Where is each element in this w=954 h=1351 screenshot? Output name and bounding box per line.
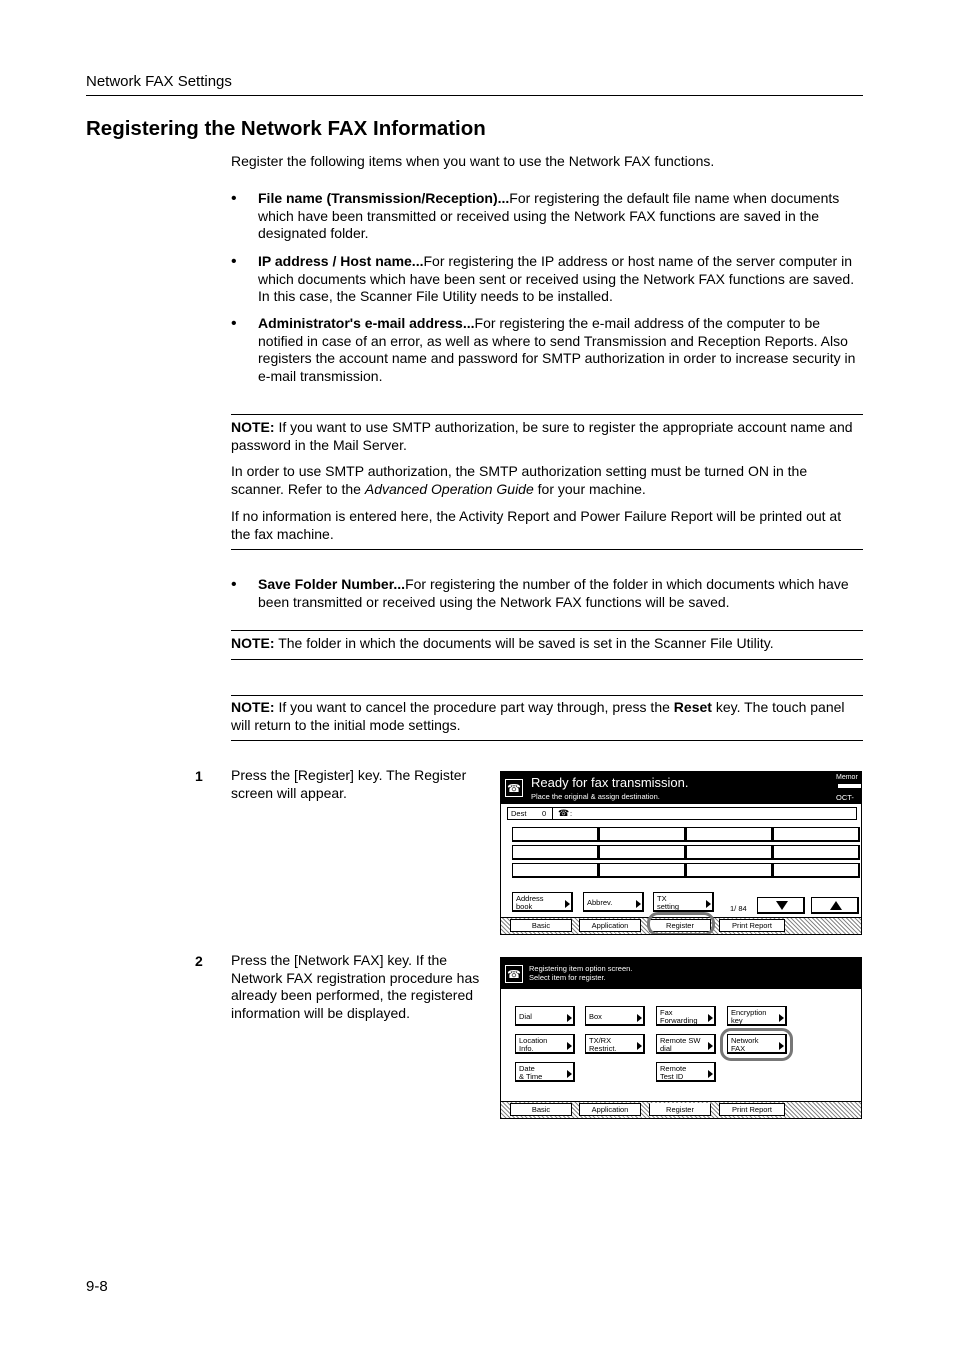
key-label: key <box>731 1016 743 1025</box>
dest-slot[interactable] <box>599 845 686 860</box>
key-label: Location <box>519 1036 548 1045</box>
phone-icon: ☎ <box>558 808 570 818</box>
key-label: Forwarding <box>660 1016 698 1025</box>
date-time-button[interactable] <box>515 1062 575 1082</box>
step-text: Press the [Network FAX] key. If the Network FAX registration procedure has already been performed, the registered information will be displayed. <box>231 952 480 1022</box>
dest-slot[interactable] <box>686 863 773 878</box>
fax-machine-icon: ☎ <box>505 779 523 797</box>
note-text: The folder in which the documents will be saved is set in the Scanner File Utility. <box>274 635 774 651</box>
scroll-down-button[interactable] <box>757 897 805 914</box>
key-label: Address <box>516 894 544 903</box>
tab-print-report[interactable]: Print Report <box>719 919 785 932</box>
page-title: Registering the Network FAX Information <box>86 117 486 140</box>
key-label: Encryption <box>731 1008 767 1017</box>
fax-forwarding-button[interactable] <box>656 1006 716 1026</box>
note-no-info: If no information is entered here, the Activity Report and Power Failure Report will be printed out at the fax machine. <box>231 508 842 542</box>
key-label: Fax <box>660 1008 673 1017</box>
tab-register[interactable]: Register <box>649 919 711 932</box>
box-button[interactable] <box>585 1006 645 1026</box>
note-text: If you want to cancel the procedure part way through, press the <box>274 699 674 715</box>
note-cancel <box>231 699 863 734</box>
dest-count: 0 <box>542 809 547 818</box>
arrow-right-icon <box>706 900 711 908</box>
note-rule-top <box>231 414 863 415</box>
dest-slot[interactable] <box>512 845 599 860</box>
dest-slot[interactable] <box>686 827 773 842</box>
key-label: Abbrev. <box>587 898 613 907</box>
note-smtp <box>231 419 863 454</box>
note-rule-bottom <box>231 740 863 741</box>
bullet-term: IP address / Host name... <box>258 253 424 269</box>
page-number: 9-8 <box>86 1278 108 1295</box>
status-bar <box>501 772 861 811</box>
remote-sw-dial-button[interactable] <box>656 1034 716 1054</box>
arrow-right-icon <box>567 1070 572 1078</box>
dest-divider <box>552 807 553 820</box>
bullet-marker: • <box>231 315 237 332</box>
network-fax-highlight <box>720 1028 793 1061</box>
bullet-ip-address <box>258 253 863 306</box>
dest-slot[interactable] <box>512 863 599 878</box>
status-sub-message: Select item for register. <box>529 973 606 982</box>
tab-print-report[interactable]: Print Report <box>719 1103 785 1116</box>
arrow-right-icon <box>567 1014 572 1022</box>
key-label: book <box>516 902 533 911</box>
dest-slot[interactable] <box>773 845 860 860</box>
tx-setting-button[interactable] <box>653 892 714 912</box>
encryption-key-button[interactable] <box>727 1006 787 1026</box>
header-rule <box>86 95 863 96</box>
note-smtp-setting <box>231 463 863 498</box>
note-text: for your machine. <box>533 480 646 497</box>
status-message: Ready for fax transmission. <box>531 775 689 790</box>
key-label: TX <box>657 894 667 903</box>
bullet-desc: For registering the IP address or host name of the server computer in which documents which have been sent or received using the Network FAX functions are saved. In this case, the Scanner File Utility needs to be installed. <box>258 253 855 305</box>
key-label: FAX <box>731 1044 746 1053</box>
bullet-term: File name (Transmission/Reception)... <box>258 190 510 206</box>
key-label: TX/RX <box>589 1036 612 1045</box>
arrow-right-icon <box>567 1042 572 1050</box>
tab-basic[interactable]: Basic <box>510 919 572 932</box>
section-header: Network FAX Settings <box>86 73 232 90</box>
key-label: Remote SW <box>660 1036 701 1045</box>
dest-slot[interactable] <box>599 827 686 842</box>
bullet-marker: • <box>231 576 237 593</box>
destination-field <box>507 807 857 820</box>
key-label: Network <box>731 1036 759 1045</box>
arrow-right-icon <box>637 1014 642 1022</box>
date-display: OCT-11 <box>836 793 854 811</box>
bullet-desc: For registering the default file name when documents which have been transmitted or received using the Network FAX functions are saved in the designated folder. <box>258 190 840 242</box>
bullet-term: Administrator's e-mail address... <box>258 315 475 331</box>
tab-register[interactable]: Register <box>649 1103 711 1116</box>
dial-button[interactable] <box>515 1006 575 1026</box>
arrow-up-icon <box>830 901 842 910</box>
register-options-panel <box>500 957 862 1119</box>
intro-text: Register the following items when you want to use the Network FAX functions. <box>231 153 715 169</box>
bullet-term: Save Folder Number... <box>258 576 406 592</box>
note-rule-top <box>231 695 863 696</box>
step-number: 1 <box>195 768 203 784</box>
dest-slot[interactable] <box>599 863 686 878</box>
key-label: dial <box>660 1044 672 1053</box>
bullet-desc: For registering the number of the folder in which documents which have been transmitted or received using the Network FAX functions will be saved. <box>258 576 849 610</box>
step-text: Press the [Register] key. The Register screen will appear. <box>231 767 467 801</box>
key-label: Box <box>589 1012 602 1021</box>
guide-title: Advanced Operation Guide <box>364 480 534 497</box>
key-label: Test ID <box>660 1072 684 1081</box>
key-label: & Time <box>519 1072 543 1081</box>
key-label: Remote <box>660 1064 687 1073</box>
bullet-marker: • <box>231 190 237 207</box>
bullet-save-folder <box>258 576 863 611</box>
arrow-right-icon <box>565 900 570 908</box>
dest-slot[interactable] <box>686 845 773 860</box>
dest-slot[interactable] <box>773 827 860 842</box>
note-label: NOTE: <box>231 699 275 715</box>
note-folder <box>231 635 863 653</box>
bullet-file-name <box>258 190 863 243</box>
bullet-admin-email <box>258 315 863 386</box>
abbrev-button[interactable] <box>583 892 644 912</box>
status-sub-message: Place the original & assign destination. <box>531 792 660 801</box>
note-label: NOTE: <box>231 419 275 435</box>
key-label: Restrict. <box>589 1044 617 1053</box>
remote-test-id-button[interactable] <box>656 1062 716 1082</box>
arrow-down-icon <box>776 901 788 910</box>
note-label: NOTE: <box>231 635 275 651</box>
key-label: Info. <box>519 1044 534 1053</box>
note-text: If you want to use SMTP authorization, be sure to register the appropriate account name and password in the Mail Server. <box>231 419 853 453</box>
scroll-up-button[interactable] <box>811 897 859 914</box>
memory-meter <box>838 784 862 788</box>
key-label: Dial <box>519 1012 532 1021</box>
key-label: setting <box>657 902 680 911</box>
arrow-right-icon <box>637 1042 642 1050</box>
bullet-desc: For registering the e-mail address of the computer to be notified in case of an error, as well as where to send Transmission and Reception Reports. Also registers the account name and password for SMTP authorization in order to increase security in e-mail transmission. <box>258 315 856 385</box>
arrow-right-icon <box>708 1042 713 1050</box>
fax-machine-icon: ☎ <box>505 965 523 983</box>
location-info-button[interactable] <box>515 1034 575 1054</box>
note-rule-top <box>231 630 863 631</box>
dest-separator: : <box>570 809 573 818</box>
reset-key-name: Reset <box>673 699 712 715</box>
arrow-right-icon <box>708 1070 713 1078</box>
memory-label: Memor <box>836 774 858 781</box>
arrow-right-icon <box>708 1014 713 1022</box>
status-bar <box>501 958 861 989</box>
note-text: In order to use SMTP authorization, the SMTP authorization setting must be turned ON in the scanner. Refer to the <box>231 463 808 497</box>
note-text: key. The touch panel will return to the initial mode settings. <box>231 699 845 733</box>
page-indicator: 1/ 84 <box>730 904 747 913</box>
key-label: Date <box>519 1064 535 1073</box>
bullet-marker: • <box>231 253 237 270</box>
note-rule-bottom <box>231 549 863 550</box>
note-rule-bottom <box>231 659 863 660</box>
tab-basic[interactable]: Basic <box>510 1103 572 1116</box>
dest-slot[interactable] <box>512 827 599 842</box>
dest-label: Dest <box>511 809 527 818</box>
register-tab-highlight <box>647 912 715 935</box>
register-screen-panel <box>500 771 862 935</box>
tx-rx-restrict-button[interactable] <box>585 1034 645 1054</box>
address-book-button[interactable] <box>512 892 573 912</box>
tab-application[interactable]: Application <box>579 919 641 932</box>
tab-bar <box>501 1101 861 1118</box>
status-message: Registering item option screen. <box>529 964 633 973</box>
dest-slot[interactable] <box>773 863 860 878</box>
arrow-right-icon <box>779 1014 784 1022</box>
step-number: 2 <box>195 953 203 969</box>
tab-application[interactable]: Application <box>579 1103 641 1116</box>
arrow-right-icon <box>636 900 641 908</box>
